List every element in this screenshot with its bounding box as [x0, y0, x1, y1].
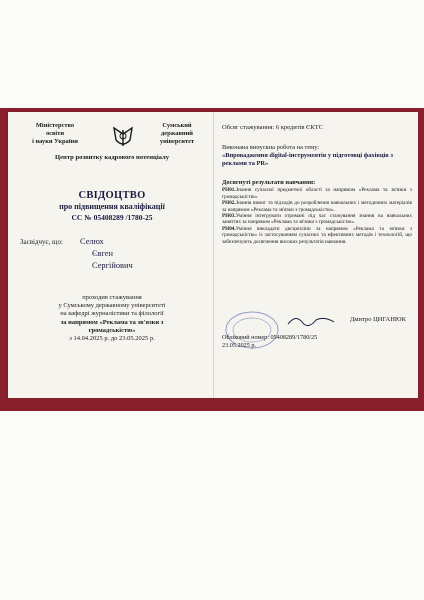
- holder-patronymic: Сергійович: [92, 261, 133, 270]
- certificate-title: СВІДОЦТВО: [78, 190, 146, 201]
- right-page: [222, 118, 414, 400]
- topic-text: «Впровадження digital-інструментів у підготовці фахівців з реклами та PR»: [222, 152, 393, 167]
- certifies-label: Засвідчує, що:: [20, 238, 63, 246]
- topic-label: Виконана випускна робота на тему:: [222, 144, 320, 151]
- result-item: РН02.Знання вимог та підходів до розроблення навчальних і методичних матеріалів за напрямом «Реклама та зв'язки з громадськістю».: [222, 200, 412, 213]
- registration-number: Обліковий номер: 05408289/1780/25: [222, 334, 318, 341]
- center-fold: [213, 112, 214, 398]
- signature-block: [222, 310, 414, 370]
- center-name: Центр розвитку кадрового потенціалу: [54, 154, 170, 161]
- result-item: РН01.Знання сучасної предметної області за напрямом «Реклама та зв'язки з громадськістю».: [222, 187, 412, 200]
- signature-icon: [286, 312, 336, 328]
- certificate-number: СС № 05408289 /1780-25: [71, 213, 153, 222]
- topic-block: [222, 144, 412, 168]
- holder-surname: Селюх: [80, 237, 104, 246]
- left-page: [14, 118, 210, 400]
- registration-date: 23.05.2025 р.: [222, 342, 257, 349]
- ministry-name: Міністерство освіти і науки України: [32, 122, 78, 145]
- university-emblem-icon: [110, 124, 136, 150]
- result-item: РН04.Уміння викладати дисципліни за напрямом «Реклама та зв'язки з громадськістю» із застосуванням сучасних та ефективних методів і технологій, що забезпечують досягнення високих результатів навчання.: [222, 225, 412, 245]
- university-name: Сумський державний університет: [159, 122, 195, 145]
- result-item: РН03.Уміння інтегрувати отримані під час стажування знання на навчальних заняттях за напрямом «Реклама та зв'язки з громадськістю».: [222, 213, 412, 226]
- certificate-subtitle: про підвищення кваліфікації: [59, 202, 165, 211]
- internship-details: проходив стажування у Сумському державному університеті на кафедрі журналістики та філології за напрямом «Реклама та зв'язки з громадськістю» з 14.04.2025 р. до 23.05.2025 р.: [58, 294, 166, 343]
- results-title: Досягнуті результати навчання:: [222, 179, 316, 186]
- results-block: [222, 180, 412, 245]
- signatory-name: Дмитро ЦИГАНЮК: [350, 316, 406, 323]
- holder-first-name: Євген: [92, 249, 114, 258]
- holder-name: [80, 236, 200, 272]
- volume-line: Обсяг стажування: 6 кредитів ЄКТС: [222, 124, 323, 131]
- certificate-title-block: [14, 190, 210, 222]
